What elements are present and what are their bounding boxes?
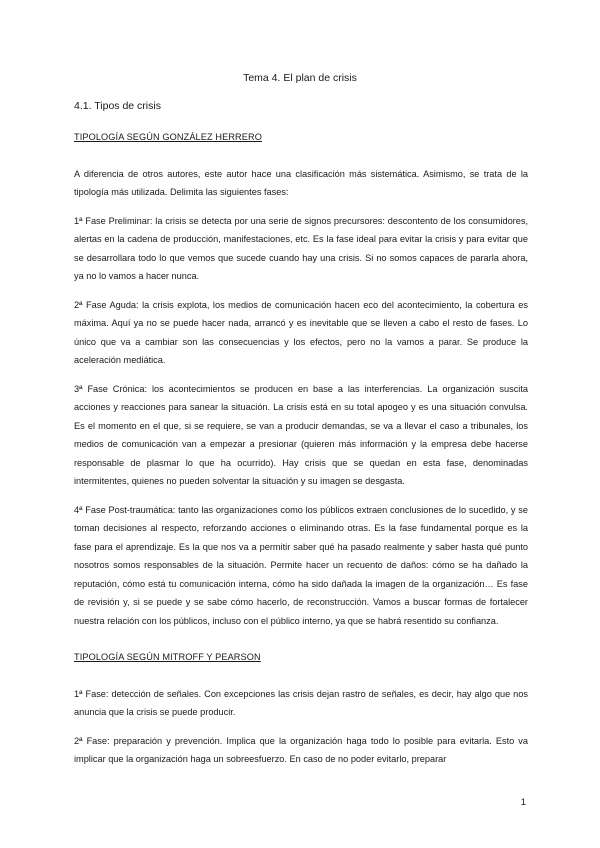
section-heading: 4.1. Tipos de crisis	[74, 100, 161, 112]
page-title: Tema 4. El plan de crisis	[243, 72, 357, 84]
page-number: 1	[520, 797, 526, 808]
subheading-gonzalez-herrero: TIPOLOGÍA SEGÚN GONZÁLEZ HERRERO	[74, 132, 263, 142]
paragraph-phase-4: 4ª Fase Post-traumática: tanto las organizaciones como los públicos extraen conclusiones de lo sucedido, y se toman decisiones al respecto, reforzando acciones o eliminando otras. Es la fase fundamental porque es la fase para el aprendizaje. Es la que nos va a permitir saber qué ha pasado realmente y saber hasta qué punto nosotros somos responsables de la situación. Permite hacer un recuento de daños: cómo se ha dañado la reputación, cómo está tu comunicación interna, cómo ha sido dañada la imagen de la organización… Es fase de revisión y, si se puede y se sabe cómo hacerlo, de reconstrucción. Vamos a buscar formas de fortalecer nuestra relación con los públicos, incluso con el público interno, ya que se habrá resentido su confianza.	[74, 504, 528, 626]
paragraph-mp-phase-1: 1ª Fase: detección de señales. Con excepciones las crisis dejan rastro de señales, es decir, hay algo que nos anuncia que la crisis se puede producir.	[74, 688, 528, 717]
paragraph-intro: A diferencia de otros autores, este autor hace una clasificación más sistemática. Asimismo, se trata de la tipología más utilizada. Delimita las siguientes fases:	[74, 168, 528, 197]
subheading-mitroff-pearson: TIPOLOGÍA SEGÚN MITROFF Y PEARSON	[74, 652, 261, 662]
paragraph-phase-2: 2ª Fase Aguda: la crisis explota, los medios de comunicación hacen eco del acontecimiento, la cobertura es máxima. Aquí ya no se puede hacer nada, arrancó y es inevitable que se lleven a cabo el resto de fases. Lo único que va a cambiar son las consecuencias y los efectos, pero no la vamos a parar. Se produce la aceleración mediática.	[74, 299, 528, 365]
paragraph-phase-1: 1ª Fase Preliminar: la crisis se detecta por una serie de signos precursores: descontento de los consumidores, alertas en la cadena de producción, manifestaciones, etc. Es la fase ideal para evitar la crisis y para evitar que se desarrollara todo lo que vemos que sucede cuando hay una crisis. Si no somos capaces de pararla ahora, ya no lo vamos a hacer nunca.	[74, 215, 528, 281]
paragraph-phase-3: 3ª Fase Crónica: los acontecimientos se producen en base a las interferencias. La organización suscita acciones y reacciones para sanear la situación. La crisis está en su total apogeo y es una situación convulsa. Es el momento en el que, si se requiere, se van a producir demandas, se va a llevar el caso a tribunales, los medios de comunicación van a empezar a presionar (quieren más información y la empresa debe hacerse responsable de plasmar lo que ha ocurrido). Hay crisis que se quedan en esta fase, denominadas intermitentes, quienes no pueden solventar la situación y su imagen se desgasta.	[74, 383, 528, 486]
document-body	[74, 128, 528, 779]
paragraph-mp-phase-2: 2ª Fase: preparación y prevención. Implica que la organización haga todo lo posible para evitarla. Esto va implicar que la organización haga un sobreesfuerzo. En caso de no poder evitarlo, preparar	[74, 735, 528, 764]
